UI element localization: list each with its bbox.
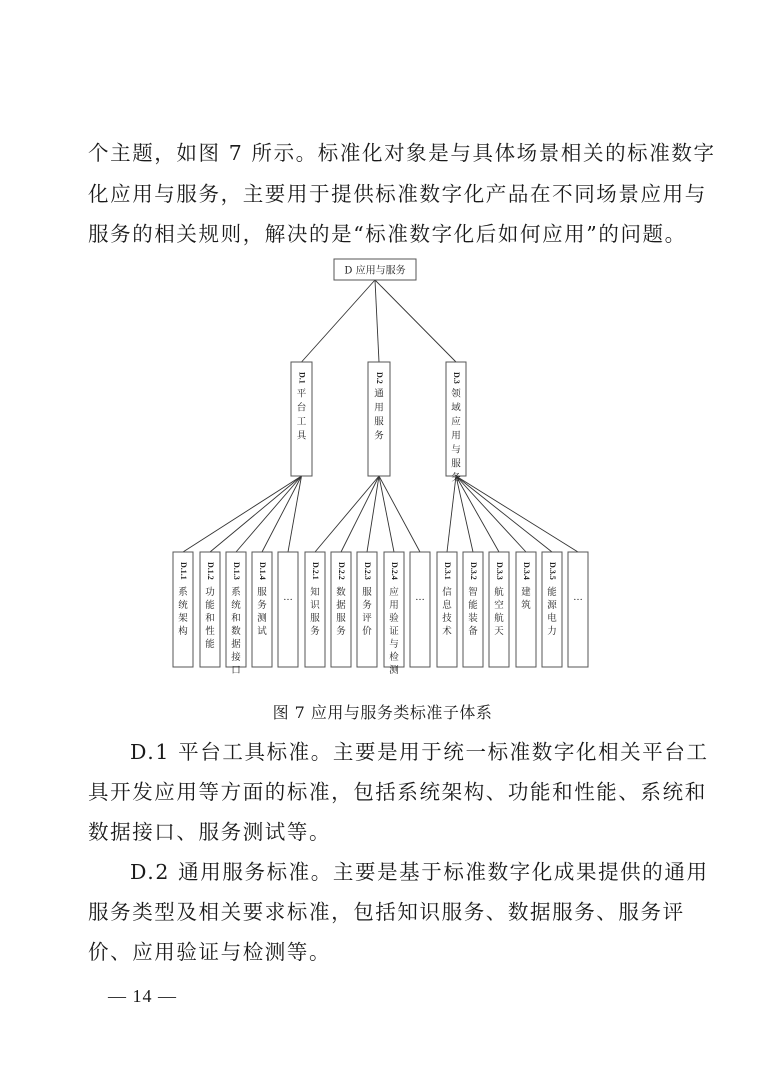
svg-text:证: 证 [389, 626, 399, 637]
svg-text:务: 务 [451, 472, 461, 484]
svg-text:检: 检 [389, 652, 399, 663]
leaf-node-D-3-3 [489, 552, 509, 667]
svg-text:务: 务 [362, 600, 372, 611]
svg-text:应: 应 [451, 416, 461, 428]
svg-text:D.2.1: D.2.1 [311, 562, 321, 580]
svg-text:力: 力 [547, 626, 557, 637]
svg-text:用: 用 [374, 402, 384, 414]
leaf-node-D-3-4 [516, 552, 536, 667]
svg-text:与: 与 [389, 639, 399, 650]
svg-text:天: 天 [494, 626, 504, 637]
svg-text:技: 技 [442, 613, 452, 624]
svg-text:能: 能 [205, 600, 215, 611]
svg-text:术: 术 [442, 626, 452, 637]
svg-text:平: 平 [296, 388, 307, 400]
leaf-node-D-2-2 [331, 552, 351, 667]
group-node-D-3 [446, 362, 466, 484]
paragraph-d1-line-2: 具开发应用等方面的标准，包括系统架构、功能和性能、系统和 [88, 780, 707, 804]
svg-text:装: 装 [468, 613, 478, 624]
svg-text:试: 试 [257, 626, 267, 637]
svg-text:务: 务 [374, 430, 384, 442]
svg-text:接: 接 [231, 652, 241, 663]
svg-text:应: 应 [389, 587, 399, 598]
svg-text:务: 务 [336, 626, 346, 637]
svg-text:测: 测 [257, 613, 267, 624]
svg-text:和: 和 [231, 613, 241, 624]
svg-text:性: 性 [205, 626, 215, 637]
svg-text:评: 评 [362, 613, 372, 624]
svg-text:建: 建 [521, 587, 531, 598]
svg-text:D.3.3: D.3.3 [495, 562, 505, 580]
svg-text:服: 服 [374, 416, 384, 428]
svg-text:通: 通 [374, 388, 384, 400]
svg-text:…: … [415, 592, 425, 603]
paragraph-d1-line-3: 数据接口、服务测试等。 [88, 820, 332, 844]
svg-text:航: 航 [494, 587, 504, 598]
svg-text:服: 服 [310, 613, 320, 624]
svg-text:务: 务 [310, 626, 320, 637]
leaf-node-D-1-4 [252, 552, 272, 667]
svg-text:系: 系 [231, 587, 241, 598]
svg-text:工: 工 [296, 416, 307, 428]
svg-text:服: 服 [336, 613, 346, 624]
svg-text:D.2.4: D.2.4 [390, 562, 400, 580]
paragraph-d2-line-1: D.2 通用服务标准。主要是基于标准数字化成果提供的通用 [130, 860, 709, 884]
svg-text:服: 服 [362, 587, 372, 598]
svg-text:D.3: D.3 [452, 372, 462, 384]
svg-text:能: 能 [547, 587, 557, 598]
leaf-node-D-2-1 [305, 552, 325, 667]
paragraph-d2-line-3: 价、应用验证与检测等。 [88, 940, 332, 964]
group-node-D-2 [368, 362, 390, 476]
svg-text:…: … [283, 592, 293, 603]
svg-text:价: 价 [362, 626, 372, 637]
svg-text:D.3.5: D.3.5 [548, 562, 558, 580]
svg-text:D.3.1: D.3.1 [443, 562, 453, 580]
svg-text:智: 智 [468, 587, 478, 598]
paragraph-1-line-1: 个主题，如图 7 所示。标准化对象是与具体场景相关的标准数字 [88, 141, 716, 165]
svg-text:和: 和 [205, 613, 215, 624]
svg-text:口: 口 [231, 665, 241, 676]
svg-text:D.3.4: D.3.4 [522, 562, 532, 580]
leaf-node-ellipsis [410, 552, 430, 667]
svg-text:源: 源 [547, 600, 557, 611]
svg-text:验: 验 [389, 613, 399, 624]
leaf-node-D-3-2 [463, 552, 483, 667]
svg-text:测: 测 [389, 665, 399, 676]
leaf-node-D-3-1 [437, 552, 457, 667]
leaf-node-D-1-2 [200, 552, 220, 667]
paragraph-1-line-3: 服务的相关规则，解决的是“标准数字化后如何应用”的问题。 [88, 222, 687, 246]
svg-text:具: 具 [296, 430, 307, 442]
root-node [334, 259, 416, 280]
svg-text:D.1.1: D.1.1 [179, 562, 189, 580]
svg-text:…: … [573, 592, 583, 603]
svg-text:D.3.2: D.3.2 [469, 562, 479, 580]
svg-text:架: 架 [178, 613, 188, 624]
svg-text:与: 与 [451, 444, 461, 456]
svg-text:据: 据 [336, 600, 346, 611]
svg-text:D.2.2: D.2.2 [337, 562, 347, 580]
leaf-node-D-1-1 [173, 552, 193, 667]
leaf-node-ellipsis [278, 552, 298, 667]
svg-text:信: 信 [442, 587, 452, 598]
svg-text:统: 统 [231, 600, 241, 611]
svg-text:D.1: D.1 [297, 372, 307, 384]
leaf-node-D-2-3 [357, 552, 377, 667]
svg-text:D.1.2: D.1.2 [206, 562, 216, 580]
svg-text:用: 用 [451, 430, 461, 442]
svg-text:D.1.4: D.1.4 [258, 562, 268, 580]
svg-text:备: 备 [468, 626, 478, 637]
svg-text:服: 服 [451, 458, 461, 470]
svg-text:D 应用与服务: D 应用与服务 [344, 265, 406, 277]
svg-text:识: 识 [310, 600, 320, 611]
svg-text:数: 数 [336, 587, 346, 598]
svg-text:据: 据 [231, 639, 241, 650]
svg-text:知: 知 [310, 587, 320, 598]
figure-caption: 图 7 应用与服务类标准子体系 [272, 703, 493, 722]
svg-text:领: 领 [451, 388, 461, 400]
paragraph-d1-line-1: D.1 平台工具标准。主要是用于统一标准数字化相关平台工 [130, 740, 709, 764]
svg-text:务: 务 [257, 600, 267, 611]
leaf-node-D-1-3 [226, 552, 246, 676]
leaf-node-D-2-4 [384, 552, 404, 676]
svg-text:台: 台 [296, 402, 307, 414]
svg-text:D.2: D.2 [375, 372, 385, 384]
svg-text:空: 空 [494, 600, 504, 611]
svg-text:能: 能 [205, 639, 215, 650]
group-node-D-1 [291, 362, 312, 476]
svg-text:D.1.3: D.1.3 [232, 562, 242, 580]
svg-text:系: 系 [178, 587, 188, 598]
svg-text:筑: 筑 [521, 600, 531, 611]
svg-text:域: 域 [451, 402, 461, 414]
svg-text:航: 航 [494, 613, 504, 624]
paragraph-d2-line-2: 服务类型及相关要求标准，包括知识服务、数据服务、服务评 [88, 900, 685, 924]
svg-text:电: 电 [547, 613, 557, 624]
svg-text:数: 数 [231, 626, 241, 637]
svg-text:能: 能 [468, 600, 478, 611]
svg-text:构: 构 [178, 626, 188, 637]
paragraph-1-line-2: 化应用与服务，主要用于提供标准数字化产品在不同场景应用与 [88, 182, 707, 206]
svg-text:功: 功 [205, 587, 215, 598]
svg-text:统: 统 [178, 600, 188, 611]
svg-text:用: 用 [389, 600, 399, 611]
page-number: — 14 — [108, 986, 177, 1006]
leaf-node-D-3-5 [542, 552, 562, 667]
svg-text:服: 服 [257, 587, 267, 598]
svg-text:D.2.3: D.2.3 [363, 562, 373, 580]
svg-text:息: 息 [442, 600, 452, 611]
leaf-node-ellipsis [568, 552, 588, 667]
